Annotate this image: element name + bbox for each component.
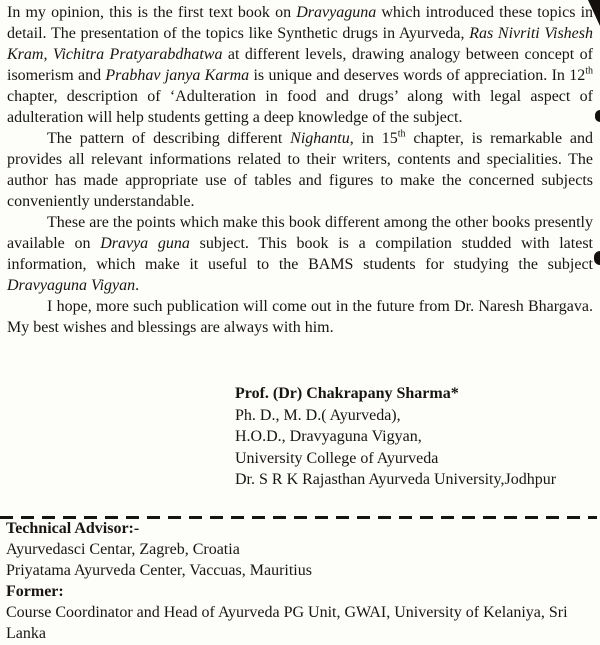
body-paragraphs [7,2,593,338]
footer-block [6,518,594,644]
signature-line: Dr. S R K Rajasthan Ayurveda University,Jodhpur [235,471,557,488]
former-line: Course Coordinator and Head of Ayurveda PG Unit, GWAI, University of Kelaniya, Sri Lanka [6,604,568,642]
paragraph: I hope, more such publication will come out in the future from Dr. Naresh Bhargava. My best wishes and blessings are always with him. [7,298,593,336]
signature-line: Ph. D., M. D.( Ayurveda), [235,406,401,424]
signature-line: H.O.D., Dravyaguna Vigyan, [235,428,422,445]
technical-advisor-label: Technical Advisor:- [6,520,140,537]
paragraph: These are the points which make this book different among the other books presently available on Dravya guna subject. This book is a compilation studded with latest information, which make it useful to the BAMS students for studying the subject Dravyaguna Vigyan. [7,214,593,294]
advisor-line: Ayurvedasci Centar, Zagreb, Croatia [6,541,240,558]
former-label: Former: [6,583,64,600]
paragraph: The pattern of describing different Nighantu, in 15th chapter, is remarkable and provides all relevant informations related to their writers, contents and specialities. The author has made appropriate use of tables and figures to make the concerned subjects conveniently understandable. [7,128,593,210]
scan-artifact [594,251,600,265]
signature-name: Prof. (Dr) Chakrapany Sharma* [235,385,459,402]
paragraph: In my opinion, this is the first text book on Dravyaguna which introduced these topics in detail. The presentation of the topics like Synthetic drugs in Ayurveda, Ras Nivriti Vishesh Kram, Vichitra Pratyarabdhatwa at different levels, drawing analogy between concept of isomerism and Prabhav janya Karma is unique and deserves words of appreciation. In 12th chapter, description of ‘Adulteration in food and drugs’ along with legal aspect of adulteration will help students getting a deep knowledge of the subject. [7,4,594,126]
signature-lines [235,405,556,491]
advisor-lines [6,539,594,581]
signature-block [235,383,556,491]
former-lines [6,602,594,644]
signature-line: University College of Ayurveda [235,449,439,467]
advisor-line: Priyatama Ayurveda Center, Vaccuas, Mauritius [6,562,312,579]
scan-artifact [595,110,600,122]
